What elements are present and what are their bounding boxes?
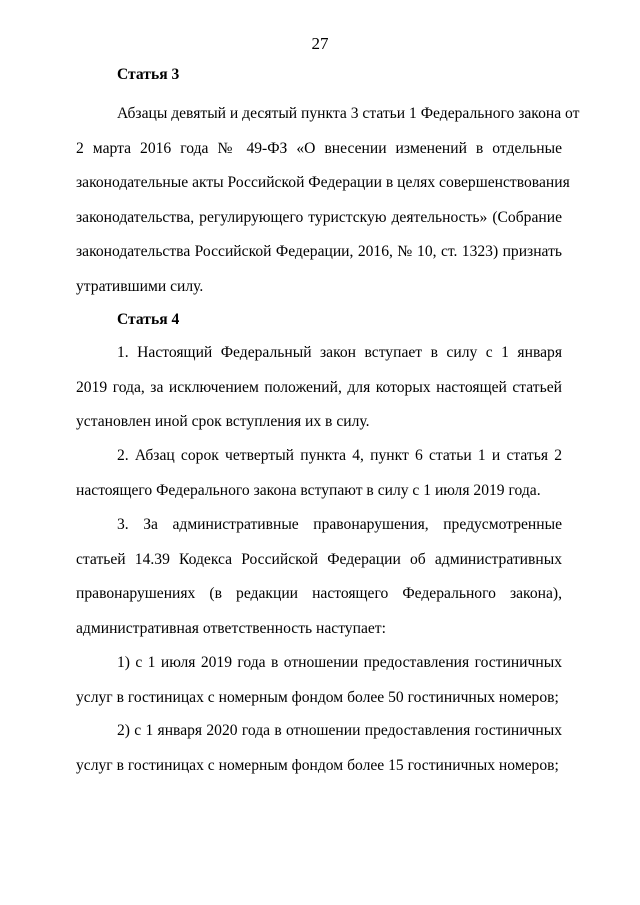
article-4-p3-line-1: 3. За административные правонарушения, предусмотренные [117,516,562,533]
article-4-paragraph-3 [76,508,562,646]
article-3-line-6: утратившими силу. [76,277,204,295]
article-4-item-1-line-2: услуг в гостиницах с номерным фондом более 50 гостиничных номеров; [76,688,559,706]
article-4-p2-line-2: настоящего Федерального закона вступают в силу с 1 июля 2019 года. [76,481,541,499]
article-3-paragraph [76,97,580,304]
article-4-item-2-line-2: услуг в гостиницах с номерным фондом более 15 гостиничных номеров; [76,756,559,774]
article-3-line-4: законодательства, регулирующего туристскую деятельность» (Собрание [76,208,562,226]
article-4-p1-line-2: 2019 года, за исключением положений, для которых настоящей статьей [76,378,562,396]
article-4-paragraph-1 [76,336,562,440]
article-4-p3-line-2: статьей 14.39 Кодекса Российской Федерации об административных [76,550,562,568]
article-4-p1-line-3: установлен иной срок вступления их в силу. [76,413,370,430]
article-3-line-2: 2 марта 2016 года № 49-ФЗ «О внесении изменений в отдельные [76,139,562,157]
article-3-line-1: Абзацы девятый и десятый пункта 3 статьи 1 Федерального закона от [117,105,580,122]
article-4-p3-line-3: правонарушениях (в редакции настоящего Федерального закона), [76,585,562,602]
article-3-heading: Статья 3 [117,66,180,83]
article-4 [76,303,562,338]
article-3 [76,58,562,93]
article-3-line-5: законодательства Российской Федерации, 2016, № 10, ст. 1323) признать [76,243,562,260]
page-number: 27 [311,34,329,53]
article-4-p1-line-1: 1. Настоящий Федеральный закон вступает в силу с 1 января [117,344,562,361]
article-4-p2-line-1: 2. Абзац сорок четвертый пункта 4, пункт 6 статьи 1 и статья 2 [117,447,562,464]
article-4-item-1-line-1: 1) с 1 июля 2019 года в отношении предоставления гостиничных [117,654,562,671]
article-4-item-2-line-1: 2) с 1 января 2020 года в отношении предоставления гостиничных [117,722,562,739]
article-4-item-2 [76,714,562,783]
article-3-line-3: законодательные акты Российской Федерации в целях совершенствования [76,174,570,191]
article-4-paragraph-2 [76,439,562,508]
article-4-p3-line-4: административная ответственность наступает: [76,619,386,637]
article-4-item-1 [76,646,562,715]
article-4-heading: Статья 4 [117,311,180,328]
